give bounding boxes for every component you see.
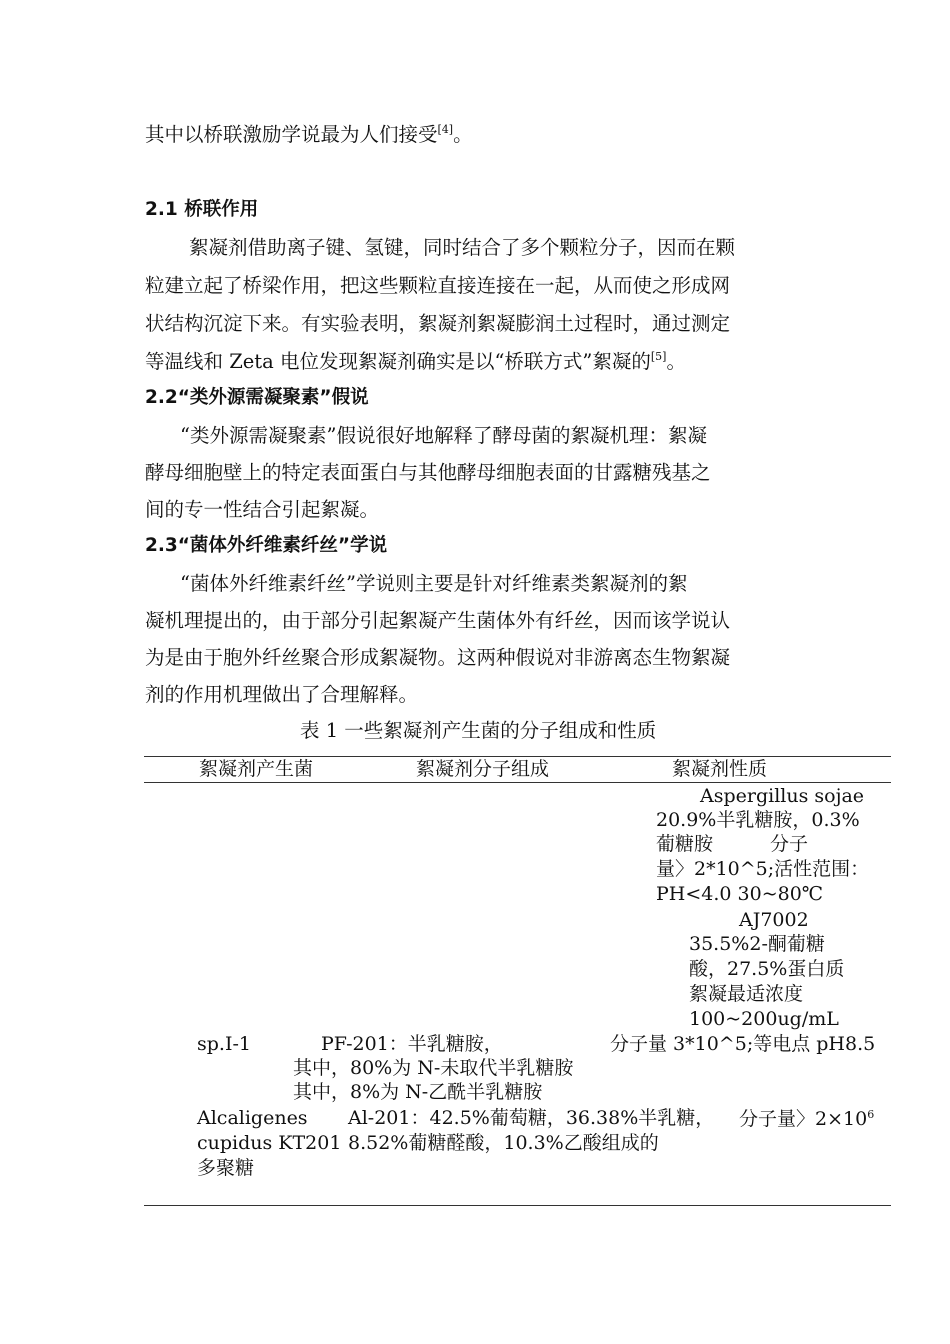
intro-text: 其中以桥联激励学说最为人们接受	[145, 123, 438, 146]
table-cell-composition: 8.52%葡糖醛酸，10.3%乙酸组成的	[348, 1132, 659, 1154]
paragraph-text: 等温线和 Zeta 电位发现絮凝剂确实是以“桥联方式”絮凝的	[145, 350, 651, 373]
property-text: 分子量〉2×10	[739, 1108, 868, 1130]
table-cell-line: 量〉2*10^5;活性范围：	[656, 858, 870, 880]
table-cell-producer: cupidus KT201	[197, 1132, 342, 1154]
table-cell-line: AJ7002	[739, 909, 809, 931]
paragraph-line: 为是由于胞外纤丝聚合形成絮凝物。这两种假说对非游离态生物絮凝	[145, 646, 731, 669]
table-cell-composition: Al-201：42.5%葡萄糖，36.38%半乳糖，	[348, 1107, 715, 1129]
paragraph-line: 酵母细胞壁上的特定表面蛋白与其他酵母细胞表面的甘露糖残基之	[145, 461, 711, 484]
table-top-rule	[144, 756, 891, 757]
table-cell-line: 35.5%2-酮葡糖	[689, 933, 825, 955]
table-cell-property	[739, 1109, 874, 1129]
table-cell-line: 20.9%半乳糖胺，0.3%	[656, 809, 860, 831]
paragraph-tail: 。	[666, 350, 686, 373]
intro-line	[145, 124, 473, 145]
table-header-rule	[144, 782, 891, 783]
table-cell-line: 酸，27.5%蛋白质	[689, 958, 845, 980]
paragraph-line	[145, 351, 686, 372]
paragraph-line: 剂的作用机理做出了合理解释。	[145, 683, 419, 706]
citation-5: [5]	[650, 350, 667, 363]
table-header-composition: 絮凝剂分子组成	[416, 758, 550, 780]
table-header-producer: 絮凝剂产生菌	[199, 758, 314, 780]
table-cell-line: 100~200ug/mL	[689, 1008, 839, 1030]
table-cell-line: Aspergillus sojae	[700, 785, 865, 807]
section-heading-2-3: 2.3“菌体外纤维素纤丝”学说	[145, 535, 388, 556]
table-cell-producer: Alcaligenes	[197, 1107, 308, 1129]
table-cell-property: 分子量 3*10^5;等电点 pH8.5	[610, 1033, 876, 1055]
paragraph-line: 间的专一性结合引起絮凝。	[145, 498, 380, 521]
table-cell-composition: 其中，8%为 N-乙酰半乳糖胺	[293, 1081, 543, 1103]
paragraph-line: “类外源需凝聚素”假说很好地解释了酵母菌的絮凝机理：絮凝	[180, 424, 707, 447]
table-cell-line: PH<4.0 30~80℃	[656, 883, 824, 905]
section-heading-2-1: 2.1 桥联作用	[145, 199, 259, 220]
section-heading-2-2: 2.2“类外源需凝聚素”假说	[145, 387, 369, 408]
table-cell-composition: PF-201：半乳糖胺，	[321, 1033, 503, 1055]
table-caption: 表 1 一些絮凝剂产生菌的分子组成和性质	[300, 719, 657, 742]
paragraph-line: 状结构沉淀下来。有实验表明，絮凝剂絮凝膨润土过程时，通过测定	[145, 312, 731, 335]
table-cell-composition: 其中，80%为 N-未取代半乳糖胺	[293, 1057, 574, 1079]
table-cell-producer: sp.I-1	[197, 1033, 251, 1055]
table-cell-line: 絮凝最适浓度	[689, 983, 804, 1005]
intro-tail: 。	[453, 123, 473, 146]
table-cell-producer: 多聚糖	[197, 1157, 255, 1179]
table-cell-line: 葡糖胺 分子	[656, 833, 809, 855]
table-header-property: 絮凝剂性质	[672, 758, 768, 780]
property-exponent: 6	[867, 1108, 875, 1121]
paragraph-line: 絮凝剂借助离子键、氢键，同时结合了多个颗粒分子，因而在颗	[189, 236, 736, 259]
paragraph-line: 粒建立起了桥梁作用，把这些颗粒直接连接在一起，从而使之形成网	[145, 274, 731, 297]
table-bottom-rule	[144, 1205, 891, 1206]
citation-4: [4]	[437, 123, 454, 136]
paragraph-line: “菌体外纤维素纤丝”学说则主要是针对纤维素类絮凝剂的絮	[180, 572, 688, 595]
paragraph-line: 凝机理提出的，由于部分引起絮凝产生菌体外有纤丝，因而该学说认	[145, 609, 731, 632]
